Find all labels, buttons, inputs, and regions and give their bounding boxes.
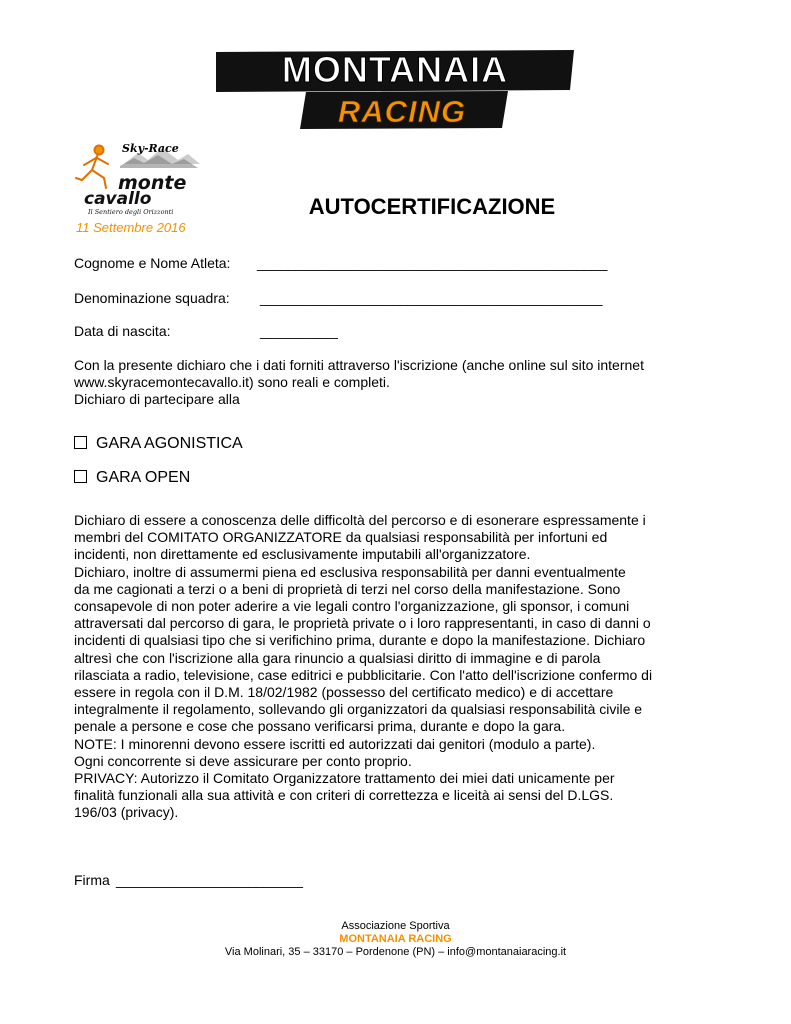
intro-paragraph xyxy=(74,357,704,409)
footer-org-name: MONTANAIA RACING xyxy=(339,933,452,945)
intro-line: Dichiaro di partecipare alla xyxy=(74,391,240,408)
declaration-line: finalità funzionali alla sua attività e con criteri di correttezza e liceità ai sensi del D.LGS. xyxy=(74,787,614,804)
race-logo-top: Sky-Race xyxy=(122,142,179,155)
field-birthdate-line[interactable]: __________ xyxy=(260,323,338,339)
montanaia-racing-logo xyxy=(212,44,578,130)
declaration-line: altresì che con l'iscrizione alla gara rinuncio a qualsiasi diritto di immagine e di parola xyxy=(74,649,601,666)
logo-line1: MONTANAIA xyxy=(281,49,509,90)
declaration-line: incidenti di qualsiasi tipo che si verifichino prima, durante e dopo la manifestazione. Dichiaro xyxy=(74,632,646,649)
footer-address: Via Molinari, 35 – 33170 – Pordenone (PN) – info@montanaiaracing.it xyxy=(224,946,567,958)
declaration-line: Dichiaro, inoltre di assumermi piena ed esclusiva responsabilità per danni eventualmente xyxy=(74,563,626,580)
signature-line[interactable]: ________________________ xyxy=(116,872,303,888)
document-title: AUTOCERTIFICAZIONE xyxy=(308,194,556,219)
declaration-line: rilasciata a radio, televisione, case editrici e pubblicitarie. Con l'atto dell'iscrizione confermo di xyxy=(74,666,653,683)
field-team-name-label: Denominazione squadra: xyxy=(74,290,230,306)
intro-line: Con la presente dichiaro che i dati forniti attraverso l'iscrizione (anche online sul sito internet xyxy=(74,357,644,373)
document-title-wrap xyxy=(0,194,791,220)
logo-line2: RACING xyxy=(337,94,467,129)
declaration-line: incidenti, non direttamente ed esclusivamente imputabili all'organizzatore. xyxy=(74,546,531,563)
option-label: GARA AGONISTICA xyxy=(96,435,243,452)
declaration-line: Dichiaro di essere a conoscenza delle difficoltà del percorso e di esonerare espressamente i xyxy=(74,512,646,528)
race-date: 11 Settembre 2016 xyxy=(76,220,186,235)
field-team-name-line[interactable]: ____________________________________________ xyxy=(260,290,603,306)
declaration-line: membri del COMITATO ORGANIZZATORE da qualsiasi responsabilità per infortuni ed xyxy=(74,529,608,546)
declaration-line: NOTE: I minorenni devono essere iscritti ed autorizzati dai genitori (modulo a parte). xyxy=(74,735,596,752)
field-athlete-name-line[interactable]: _____________________________________________ xyxy=(257,255,608,271)
race-logo-line1: monte xyxy=(118,172,187,194)
declaration-line: PRIVACY: Autorizzo il Comitato Organizzatore trattamento dei miei dati unicamente per xyxy=(74,770,615,787)
signature-label: Firma xyxy=(74,872,110,888)
intro-line: www.skyracemontecavallo.it) sono reali e completi. xyxy=(74,374,390,391)
field-birthdate-label: Data di nascita: xyxy=(74,323,171,339)
footer-association: Associazione Sportiva xyxy=(341,920,450,932)
option-gara-open[interactable] xyxy=(74,469,190,487)
checkbox-icon[interactable] xyxy=(74,436,87,449)
declaration-line: penale a persone e cose che possano verificarsi prima, durante e dopo la gara. xyxy=(74,718,566,735)
declaration-paragraph xyxy=(74,512,704,822)
declaration-line: attraversati dal percorso di gara, le proprietà private o i loro rappresentanti, in caso di danni o xyxy=(74,615,651,632)
option-gara-agonistica[interactable] xyxy=(74,435,243,453)
declaration-line: essere in regola con il D.M. 18/02/1982 (possesso del certificato medico) e di accettare xyxy=(74,684,614,701)
checkbox-icon[interactable] xyxy=(74,470,87,483)
declaration-line: consapevole di non poter aderire a vie legali contro l'organizzazione, gli sponsor, i comuni xyxy=(74,598,630,615)
declaration-line: Ogni concorrente si deve assicurare per conto proprio. xyxy=(74,752,412,769)
declaration-line: 196/03 (privacy). xyxy=(74,804,179,821)
declaration-line: integralmente il regolamento, sollevando gli organizzatori da qualsiasi responsabilità civile e xyxy=(74,701,643,718)
race-logo-line2: cavallo xyxy=(84,189,152,209)
declaration-line: da me cagionati a terzi o a beni di proprietà di terzi nel corso della manifestazione. Sono xyxy=(74,580,621,597)
field-athlete-name-label: Cognome e Nome Atleta: xyxy=(74,255,231,271)
footer xyxy=(0,920,791,959)
option-label: GARA OPEN xyxy=(96,469,191,486)
race-logo-tagline: Il Sentiero degli Orizzonti xyxy=(88,208,174,216)
